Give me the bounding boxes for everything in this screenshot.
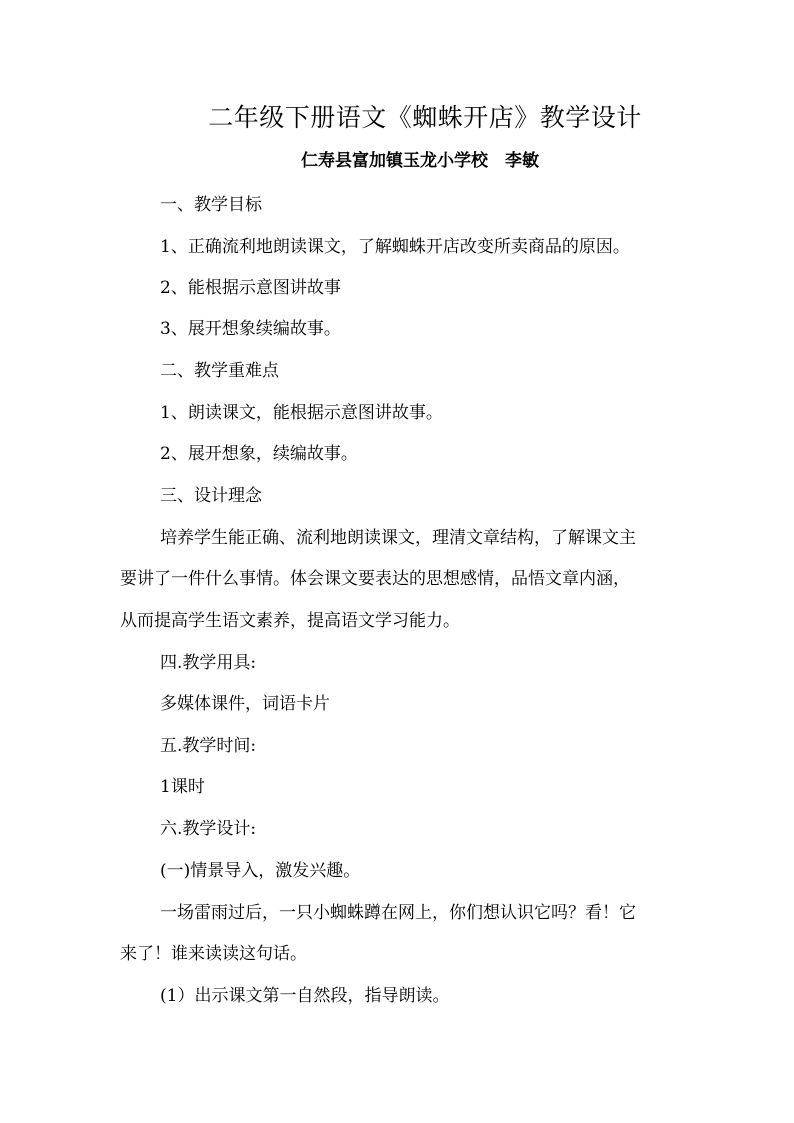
objective-item-1: 1、正确流利地朗读课文，了解蜘蛛开店改变所卖商品的原因。 bbox=[160, 237, 630, 257]
section-heading-design: 六.教学设计: bbox=[160, 819, 257, 839]
concept-paragraph-line-2: 要讲了一件什么事情。体会课文要表达的思想感情，品悟文章内涵， bbox=[120, 569, 630, 589]
concept-paragraph-line-3: 从而提高学生语文素养，提高语文学习能力。 bbox=[120, 611, 460, 631]
document-title: 二年级下册语文《蜘蛛开店》教学设计 bbox=[208, 103, 642, 132]
concept-paragraph-line-1: 培养学生能正确、流利地朗读课文，理清文章结构，了解课文主 bbox=[160, 528, 636, 548]
key-point-item-2: 2、展开想象，续编故事。 bbox=[160, 444, 358, 464]
objective-item-2: 2、能根据示意图讲故事 bbox=[160, 278, 341, 298]
design-step-1: (1）出示课文第一自然段，指导朗读。 bbox=[160, 986, 450, 1006]
section-heading-time: 五.教学时间: bbox=[160, 736, 257, 756]
section-heading-key-points: 二、教学重难点 bbox=[160, 361, 279, 381]
time-content: 1课时 bbox=[160, 777, 205, 797]
section-heading-objectives: 一、教学目标 bbox=[160, 195, 262, 215]
objective-item-3: 3、展开想象续编故事。 bbox=[160, 319, 341, 339]
tools-content: 多媒体课件，词语卡片 bbox=[160, 694, 330, 714]
section-heading-concept: 三、设计理念 bbox=[160, 486, 262, 506]
section-heading-tools: 四.教学用具: bbox=[160, 653, 257, 673]
design-paragraph-line-1: 一场雷雨过后，一只小蜘蛛蹲在网上，你们想认识它吗？看！它 bbox=[160, 903, 636, 923]
key-point-item-1: 1、朗读课文，能根据示意图讲故事。 bbox=[160, 403, 443, 423]
design-paragraph-line-2: 来了！谁来读读这句话。 bbox=[120, 944, 307, 964]
author-line: 仁寿县富加镇玉龙小学校 李敏 bbox=[301, 151, 539, 171]
design-subheading-1: (一)情景导入，激发兴趣。 bbox=[160, 861, 361, 881]
